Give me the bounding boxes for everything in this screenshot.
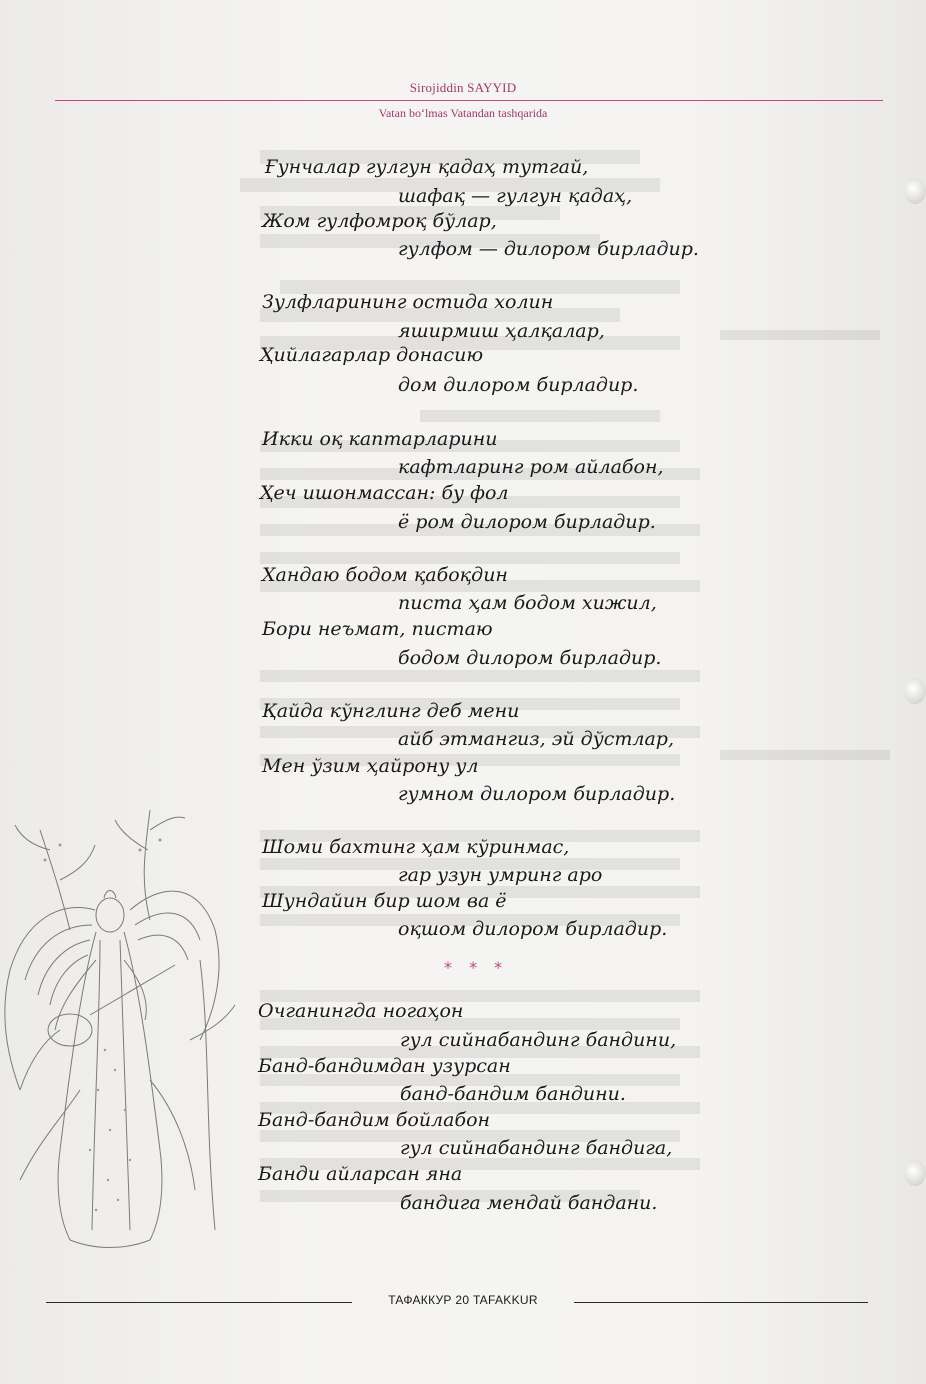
poem-line: Қайда кўнглинг деб мени <box>262 700 520 722</box>
poem-line: Шундайин бир шом ва ё <box>262 890 507 912</box>
poem-line: ё ром дилором бирладир. <box>398 511 656 533</box>
poem-line: оқшом дилором бирладир. <box>398 918 668 940</box>
poem-line: гумном дилором бирладир. <box>398 783 676 805</box>
punch-hole <box>904 678 926 704</box>
poem-line: Ҳеч ишонмассан: бу фол <box>260 482 509 504</box>
footer-rule <box>46 1302 352 1303</box>
poem-line: дом дилором бирладир. <box>398 374 639 396</box>
poem-line: Очганингда ногаҳон <box>258 1000 464 1022</box>
poem-line: гул сийнабандинг бандига, <box>400 1137 673 1159</box>
poem-line: Банд-бандим бойлабон <box>258 1109 491 1131</box>
poem-line: бодом дилором бирладир. <box>398 647 662 669</box>
punch-hole <box>904 1160 926 1186</box>
poem-line: Шоми бахтинг ҳам кўринмас, <box>262 836 570 858</box>
poem-line: гул сийнабандинг бандини, <box>400 1029 677 1051</box>
poem-line: писта ҳам бодом хижил, <box>398 592 657 614</box>
poem-line: кафтларинг ром айлабон, <box>398 456 664 478</box>
running-footer <box>0 1290 926 1314</box>
poem-line: Ғунчалар гулгун қадаҳ тутгай, <box>265 156 589 178</box>
poem-line: банд-бандим бандини. <box>400 1083 626 1105</box>
header-book-title: Vatan bo‘lmas Vatandan tashqarida <box>378 106 548 120</box>
poem-line: гулфом — дилором бирладир. <box>398 238 699 260</box>
punch-hole <box>904 178 926 204</box>
poem-line: айб этмангиз, эй дўстлар, <box>398 728 675 750</box>
poem-line: Икки оқ каптарларини <box>262 428 498 450</box>
poem-line: Банд-бандимдан узурсан <box>258 1055 511 1077</box>
poem-line: Жом гулфомроқ бўлар, <box>262 210 497 232</box>
poem-line: Бори неъмат, пистаю <box>262 618 493 640</box>
poem-line: гар узун умринг аро <box>398 864 603 886</box>
poem-line: Мен ўзим ҳайрону ул <box>262 755 479 777</box>
poem-line: бандига мендай бандани. <box>400 1192 658 1214</box>
poem-line: Зулфларининг остида холин <box>262 291 554 313</box>
poem-line: яширмиш ҳалқалар, <box>398 320 605 342</box>
poem-line: шафақ — гулгун қадаҳ, <box>398 185 633 207</box>
footer-rule <box>574 1302 868 1303</box>
section-separator: * * * <box>444 958 509 977</box>
header-author: Sirojiddin SAYYID <box>409 80 517 95</box>
footer-page-label: ТАФАККУР 20 TAFAKKUR <box>388 1293 538 1307</box>
poem-line: Ҳийлагарлар донасию <box>260 344 484 366</box>
poem-line: Банди айларсан яна <box>258 1163 463 1185</box>
poem-line: Хандаю бодом қабоқдин <box>262 564 508 586</box>
